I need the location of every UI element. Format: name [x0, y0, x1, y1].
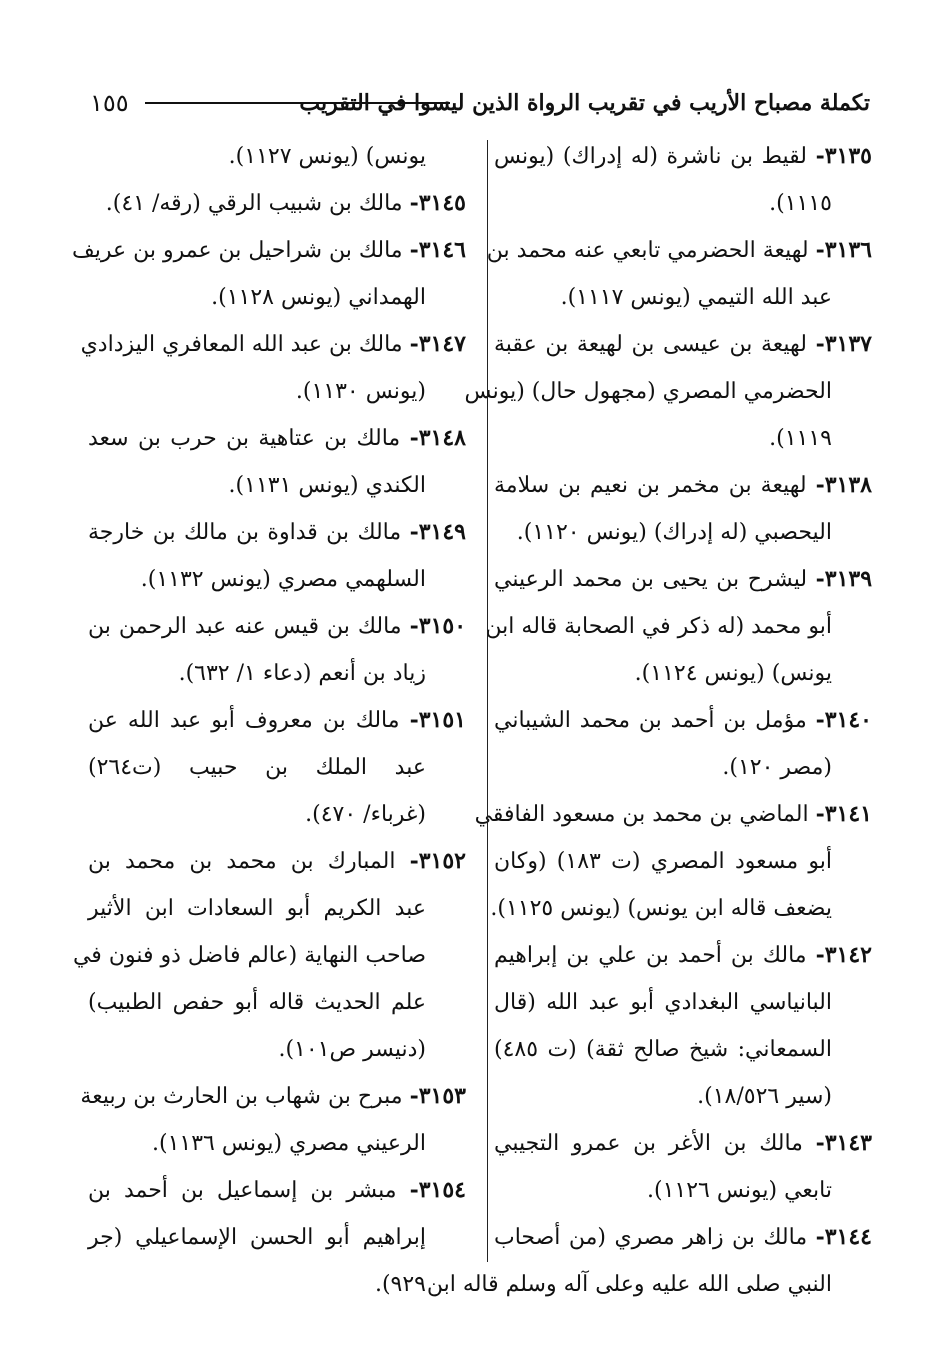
entry-continuation-line: [88, 1214, 466, 1261]
entry-text: الهمداني (يونس ١١٢٨).: [211, 285, 426, 310]
entry-continuation-line: [88, 1120, 466, 1167]
entry-line: [80, 321, 466, 368]
entry-continuation-line: [494, 744, 872, 791]
entry-continuation-line: [88, 368, 466, 415]
entry-text: مبشر بن إسماعيل بن أحمد بن: [88, 1178, 397, 1203]
entry-text: النبي صلى الله عليه وعلى آله وسلم قاله ابن: [426, 1272, 832, 1297]
entry-text: مالك بن شبيب الرقي (رقه/ ٤١).: [105, 191, 403, 216]
entry-text: (مصر ١٢٠).: [722, 755, 832, 780]
running-title: تكملة مصباح الأريب في تقريب الرواة الذين ليسوا في التقريب: [299, 90, 870, 116]
entry-continuation-line: [88, 1026, 466, 1073]
entry-continuation-line: [88, 556, 466, 603]
entry-continuation-line: [88, 791, 466, 838]
entry-number: ٣١٣٨-: [815, 472, 872, 498]
entry-continuation-line: [494, 1026, 872, 1073]
entry-text: ١١١٥).: [769, 191, 832, 216]
entry-continuation-line: [494, 274, 872, 321]
entry-text: مالك بن الأغر بن عمرو التجيبي: [494, 1131, 803, 1156]
entry-continuation-line: [494, 1073, 872, 1120]
entry-text: المبارك بن محمد بن محمد بن: [88, 849, 396, 874]
left-column: [71, 133, 467, 1308]
entry-text: لهيعة الحضرمي تابعي عنه محمد بن: [486, 238, 809, 263]
entry-text: تابعي (يونس ١١٢٦).: [647, 1178, 832, 1203]
entry-line: [88, 697, 466, 744]
entry-continuation-line: [494, 1167, 872, 1214]
page-number: ١٥٥: [90, 89, 129, 117]
entry-text: الكندي (يونس ١١٣١).: [228, 473, 426, 498]
entry-text: عبد الله التيمي (يونس ١١١٧).: [560, 285, 832, 310]
entry-line: [88, 180, 466, 227]
entry-text: أبو محمد (له ذكر في الصحابة قاله ابن: [485, 614, 832, 639]
entry-number: ٣١٥٢-: [409, 848, 466, 874]
entry-number: ٣١٤٠-: [815, 707, 872, 733]
entry-text: السمعاني: شيخ صالح ثقة) (ت ٤٨٥): [494, 1037, 832, 1062]
entry-line: [88, 603, 466, 650]
entry-line: [486, 227, 872, 274]
entry-text: مالك بن عبد الله المعافري اليزدادي: [80, 332, 403, 357]
entry-continuation-line: [72, 932, 466, 979]
entry-line: [88, 838, 466, 885]
entry-number: ٣١٥١-: [409, 707, 466, 733]
entry-number: ٣١٤٧-: [409, 331, 466, 357]
entry-text: لهيعة بن مخمر بن نعيم بن سلامة: [494, 473, 807, 498]
entry-continuation-line: [88, 650, 466, 697]
entry-text: (غرباء/ ٤٧٠).: [305, 802, 426, 827]
entry-line: [88, 509, 466, 556]
entry-line: [88, 1167, 466, 1214]
entry-line: [474, 791, 872, 838]
entry-text: (سير ١٨/٥٢٦).: [697, 1084, 832, 1109]
entry-text: ليشرح بن يحيى بن محمد الرعيني: [494, 567, 808, 592]
entry-continuation-line: [426, 1261, 872, 1308]
entry-line: [494, 697, 872, 744]
entry-continuation-line: [494, 650, 872, 697]
entry-continuation-line: [88, 885, 466, 932]
entry-line: [494, 1120, 872, 1167]
entry-text: الرعيني مصري (يونس ١١٣٦).: [152, 1131, 426, 1156]
entry-text: مالك بن قداوة بن مالك بن خارجة: [88, 520, 402, 545]
entry-number: ٣١٤٤-: [815, 1224, 872, 1250]
entry-continuation-line: [88, 462, 466, 509]
entry-line: [88, 415, 466, 462]
entry-number: ٣١٤٢-: [815, 942, 872, 968]
entry-number: ٣١٥٤-: [409, 1177, 466, 1203]
entry-number: ٣١٥٣-: [409, 1083, 466, 1109]
entry-text: لقيط بن ناشرة (له إدراك) (يونس: [494, 144, 807, 169]
entry-text: عبد الملك بن حبيب (ت٢٦٤): [88, 755, 426, 780]
entry-text: مالك بن عتاهية بن حرب بن سعد: [88, 426, 401, 451]
entry-text: مالك بن قيس عنه عبد الرحمن بن: [88, 614, 402, 639]
entry-continuation-line: [88, 979, 466, 1026]
entry-text: الحضرمي المصري (مجهول حال) (يونس: [464, 379, 832, 404]
entry-continuation-line: [494, 979, 872, 1026]
entry-text: الماضي بن محمد بن مسعود الفافقي: [474, 802, 809, 827]
entry-text: لهيعة بن عيسى بن لهيعة بن عقبة: [494, 332, 807, 357]
entry-text: زياد بن أنعم (دعاء ١/ ٦٣٢).: [178, 661, 426, 686]
entry-number: ٣١٤١-: [815, 801, 872, 827]
entry-line: [494, 556, 872, 603]
entry-text: مالك بن معروف أبو عبد الله عن: [88, 708, 400, 733]
entry-text: مالك بن أحمد بن علي بن إبراهيم: [494, 943, 807, 968]
entry-number: ٣١٥٠-: [409, 613, 467, 639]
entry-continuation-line: [494, 415, 872, 462]
entry-text: (يونس ١١٣٠).: [295, 379, 426, 404]
entry-continuation-line: [494, 180, 872, 227]
entry-number: ٣١٣٧-: [815, 331, 872, 357]
entry-text: عبد الكريم أبو السعادات ابن الأثير: [88, 896, 426, 921]
entry-number: ٣١٤٨-: [409, 425, 466, 451]
entry-line: [494, 133, 872, 180]
entry-number: ٣١٤٩-: [409, 519, 466, 545]
entry-text: مبرح بن شهاب بن الحارث بن ربيعة: [80, 1084, 403, 1109]
entry-text: يونس) (يونس ١١٢٧).: [228, 144, 426, 169]
entry-number: ٣١٣٩-: [815, 566, 873, 592]
entry-line: [80, 1073, 466, 1120]
entry-text: علم الحديث قاله أبو حفص الطبيب): [88, 990, 426, 1015]
entry-text: يونس) (يونس ١١٢٤).: [634, 661, 832, 686]
header-rule: [145, 102, 450, 104]
entry-text: السلهمي مصري (يونس ١١٣٢).: [140, 567, 426, 592]
entry-continuation-line: [88, 274, 466, 321]
entry-continuation-line: [490, 885, 872, 932]
entry-text: يضعف قاله ابن يونس) (يونس ١١٢٥).: [490, 896, 832, 921]
entry-line: [494, 462, 872, 509]
entry-text: ٩٢٩).: [374, 1272, 426, 1297]
entry-text: مالك بن زاهر مصري (من أصحاب: [494, 1225, 808, 1250]
entry-text: مؤمل بن أحمد بن محمد الشيباني: [494, 708, 807, 733]
entry-text: ١١١٩).: [769, 426, 832, 451]
entry-number: ٣١٤٣-: [815, 1130, 872, 1156]
entry-line: [494, 1214, 872, 1261]
entry-continuation-line: [464, 368, 872, 415]
entry-text: إبراهيم أبو الحسن الإسماعيلي (جر: [88, 1225, 426, 1250]
column-divider: [487, 140, 488, 1262]
entry-number: ٣١٣٦-: [815, 237, 872, 263]
entry-continuation-line: [88, 133, 466, 180]
entry-text: (دنيسر ص١٠١).: [278, 1037, 426, 1062]
entry-text: مالك بن شراحيل بن عمرو بن عريف: [71, 238, 403, 263]
entry-line: [71, 227, 466, 274]
page-header: [90, 88, 870, 122]
entry-continuation-line: [88, 744, 466, 791]
entry-text: البانياسي البغدادي أبو عبد الله (قال: [494, 990, 832, 1015]
entry-continuation-line: [494, 509, 872, 556]
entry-line: [494, 932, 872, 979]
entry-text: أبو مسعود المصري (ت ١٨٣) (وكان: [494, 849, 832, 874]
entry-text: اليحصبي (له إدراك) (يونس ١١٢٠).: [516, 520, 832, 545]
entry-number: ٣١٤٥-: [409, 190, 466, 216]
entry-continuation-line: [88, 1261, 466, 1308]
entry-number: ٣١٤٦-: [409, 237, 466, 263]
entry-number: ٣١٣٥-: [815, 143, 872, 169]
entry-text: صاحب النهاية (عالم فاضل ذو فنون في: [72, 943, 426, 968]
entry-continuation-line: [485, 603, 872, 650]
entry-line: [494, 321, 872, 368]
entry-continuation-line: [494, 838, 872, 885]
